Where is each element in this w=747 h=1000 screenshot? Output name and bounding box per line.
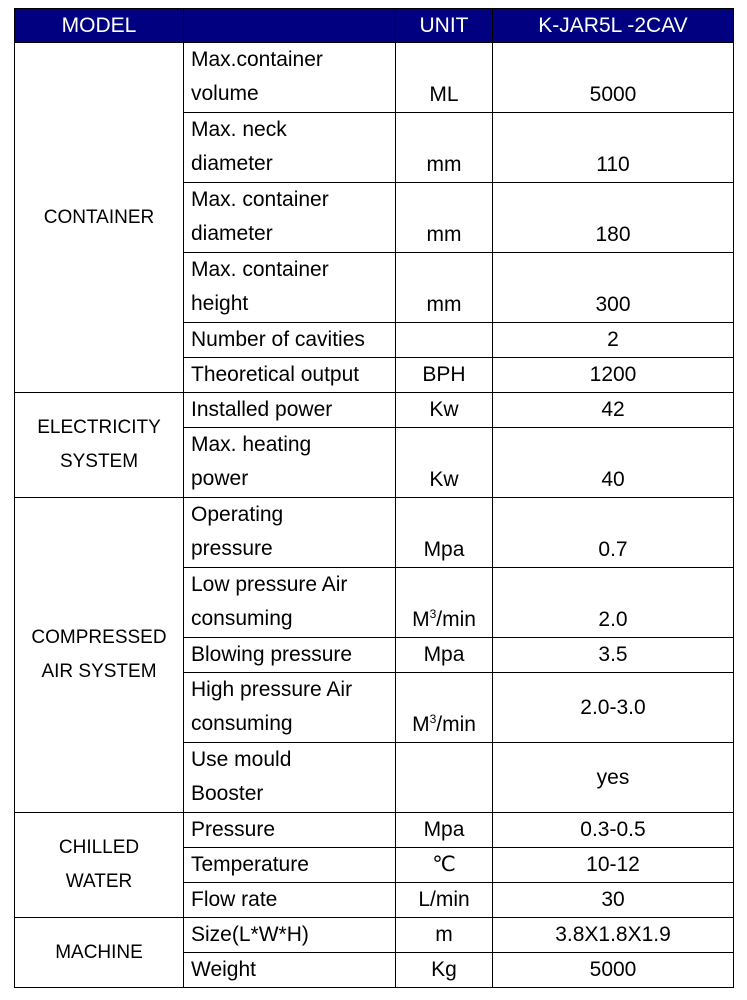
unit-cell: Mpa — [396, 813, 493, 848]
unit-cell: mm — [396, 253, 493, 323]
unit-cell — [396, 323, 493, 358]
table-row — [15, 393, 734, 428]
unit-cell: $M^3/\min$ — [396, 673, 493, 743]
unit-cell: ML — [396, 43, 493, 113]
group-label: ELECTRICITY — [37, 417, 161, 438]
param-cell: Weight — [184, 953, 396, 988]
value-cell: 300 — [493, 253, 734, 323]
param-cell: Number of cavities — [184, 323, 396, 358]
group-label: CHILLED — [58, 837, 140, 858]
value-cell: 3.5 — [493, 638, 734, 673]
group-machine — [15, 918, 184, 988]
value-cell: 2.0-3.0 — [493, 673, 734, 743]
param-cell: Blowing pressure — [184, 638, 396, 673]
unit-cell: mm — [396, 113, 493, 183]
unit-header: UNIT — [396, 9, 493, 43]
value-cell: 0.3-0.5 — [493, 813, 734, 848]
unit-cell: Mpa — [396, 638, 493, 673]
param-cell: Max. neck diameter — [184, 113, 396, 183]
value-cell: yes — [493, 743, 734, 813]
unit-cell: Kw — [396, 428, 493, 498]
table-row — [15, 43, 734, 113]
unit-cell: Kw — [396, 393, 493, 428]
group-label: MACHINE — [55, 941, 143, 963]
param-cell: Max. heating power — [184, 428, 396, 498]
group-chilled-water — [15, 813, 184, 918]
param-cell: Temperature — [184, 848, 396, 883]
value-cell: 10-12 — [493, 848, 734, 883]
value-cell: 2.0 — [493, 568, 734, 638]
value-cell: 40 — [493, 428, 734, 498]
value-cell: 5000 — [493, 43, 734, 113]
param-cell: Pressure — [184, 813, 396, 848]
group-electricity-system — [15, 393, 184, 498]
unit-cell: L/min — [396, 883, 493, 918]
table-row — [15, 498, 734, 568]
param-cell: Max.container volume — [184, 43, 396, 113]
unit-cell: ℃ — [396, 848, 493, 883]
unit-cell: Kg — [396, 953, 493, 988]
value-cell: 42 — [493, 393, 734, 428]
unit-cell: BPH — [396, 358, 493, 393]
header-row — [15, 9, 734, 43]
value-cell: 180 — [493, 183, 734, 253]
param-cell: Flow rate — [184, 883, 396, 918]
group-container — [15, 43, 184, 393]
unit-cell: m — [396, 918, 493, 953]
param-cell: Low pressure Air consuming — [184, 568, 396, 638]
param-cell: Max. container height — [184, 253, 396, 323]
group-compressed-air-system — [15, 498, 184, 813]
group-label: WATER — [65, 871, 133, 892]
param-cell: Use mould Booster — [184, 743, 396, 813]
value-cell: 2 — [493, 323, 734, 358]
param-cell: Installed power — [184, 393, 396, 428]
param-header — [184, 9, 396, 43]
param-cell: High pressure Air consuming — [184, 673, 396, 743]
param-cell: Operating pressure — [184, 498, 396, 568]
value-cell: 30 — [493, 883, 734, 918]
value-cell: 3.8X1.8X1.9 — [493, 918, 734, 953]
param-cell: Theoretical output — [184, 358, 396, 393]
model-header: MODEL — [15, 9, 184, 43]
value-cell: 1200 — [493, 358, 734, 393]
table-row — [15, 813, 734, 848]
group-label: CONTAINER — [43, 206, 155, 228]
spec-table — [14, 8, 734, 988]
group-label: COMPRESSED — [31, 627, 167, 648]
value-cell: 110 — [493, 113, 734, 183]
k-model-header: K-JAR5L -2CAV — [493, 9, 734, 43]
table-row — [15, 918, 734, 953]
unit-cell: Mpa — [396, 498, 493, 568]
param-cell: Size(L*W*H) — [184, 918, 396, 953]
unit-cell — [396, 743, 493, 813]
unit-cell: $M^3/\min$ — [396, 568, 493, 638]
value-cell: 5000 — [493, 953, 734, 988]
group-label: SYSTEM — [59, 451, 139, 472]
param-cell: Max. container diameter — [184, 183, 396, 253]
value-cell: 0.7 — [493, 498, 734, 568]
group-label: AIR SYSTEM — [41, 661, 157, 682]
unit-cell: mm — [396, 183, 493, 253]
